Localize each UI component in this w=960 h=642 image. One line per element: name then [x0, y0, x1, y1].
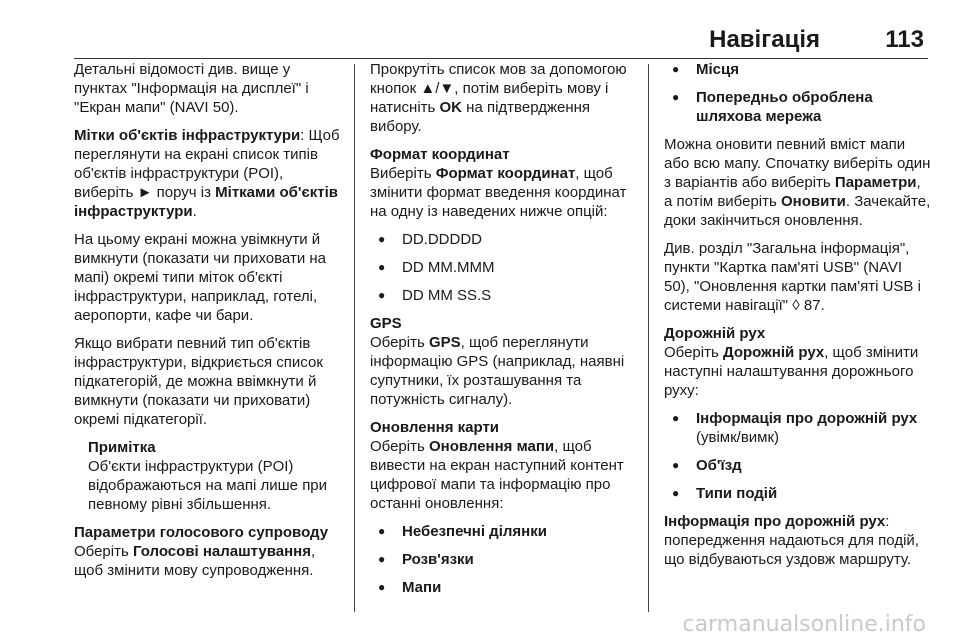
paragraph: Детальні відомості див. вище у пунктах "Інформація на дисплеї" і "Екран мапи" (NAVI 50). [74, 61, 309, 116]
page-number: 113 [885, 26, 924, 53]
text: Інформація про дорожній рух [696, 410, 918, 427]
paragraph [664, 512, 932, 569]
heading-poi: Мітки об'єктів інфраструктури [74, 127, 301, 144]
list-item [664, 409, 932, 447]
text: Оберіть [370, 438, 429, 455]
traffic-options-list [664, 409, 932, 503]
list-item: ● DD MM.MMM [370, 258, 636, 277]
column-3 [664, 60, 932, 578]
heading-voice: Параметри голосового супроводу [74, 524, 329, 541]
paragraph [370, 437, 636, 513]
list-item: ● Попередньо оброблена шляхова мережа [664, 88, 932, 126]
paragraph: На цьому екрані можна увімкнути й вимкнути (показати чи приховати на мапі) окремі типи міток об'єкті інфраструктури, наприклад, готелі, аеропорти, кафе чи бари. [74, 231, 326, 324]
header-rule [74, 58, 928, 59]
text: Виберіть [370, 165, 436, 182]
text: , щоб змінити формат введення координат на одну із наведених нижче опцій: [370, 165, 627, 220]
text: , а потім виберіть [664, 174, 921, 210]
text: Оберіть [74, 543, 133, 560]
list-item: ● Небезпечні ділянки [370, 522, 636, 541]
heading-gps: GPS [370, 315, 402, 332]
update-items-list-cont [664, 60, 932, 126]
heading-traffic-info: Інформація про дорожній рух [664, 513, 886, 530]
note-box [88, 438, 342, 514]
list-item: ● Місця [664, 60, 932, 79]
text: , щоб змінити наступні налаштування дорожнього руху: [664, 344, 919, 399]
menu-traffic: Дорожній рух [722, 344, 825, 361]
text: : Щоб переглянути на екрані список типів об'єктів інфраструктури (POI), виберіть ► поруч із [74, 127, 340, 201]
paragraph [370, 60, 636, 136]
column-1 [74, 60, 342, 589]
menu-poi-labels: Мітками об'єктів інфраструктури [74, 184, 339, 220]
page-header [0, 0, 960, 58]
paragraph [370, 333, 636, 409]
list-item: ● Мапи [370, 578, 636, 597]
text: Оберіть [370, 334, 429, 351]
text: , щоб змінити мову супроводження. [74, 543, 316, 579]
menu-update: Оновити [780, 193, 846, 210]
text: на підтвердження вибору. [370, 99, 591, 135]
text: : попередження надаються для подій, що відбуваються уздовж маршруту. [664, 513, 919, 568]
paragraph [664, 343, 932, 400]
text: Оберіть [664, 344, 723, 361]
heading-traffic: Дорожній рух [664, 325, 766, 342]
text: Можна оновити певний вміст мапи або всю мапу. Спочатку виберіть один з варіантів або виберіть [664, 136, 931, 191]
coord-options-list [370, 230, 636, 305]
list-item: ● Розв'язки [370, 550, 636, 569]
column-2 [370, 60, 636, 606]
list-item: ● DD MM SS.S [370, 286, 636, 305]
menu-voice-settings: Голосові налаштування [132, 543, 311, 560]
menu-map-update: Оновлення мапи [428, 438, 555, 455]
paragraph [664, 135, 932, 230]
menu-gps: GPS [428, 334, 461, 351]
list-item: ● DD.DDDDD [370, 230, 636, 249]
text: . Зачекайте, доки закінчиться оновлення. [664, 193, 931, 229]
paragraph [370, 164, 636, 221]
paragraph: Див. розділ "Загальна інформація", пункти "Картка пам'яті USB" (NAVI 50), "Оновлення картки пам'яті USB і системи навігації" ◊ 87. [664, 240, 921, 314]
menu-parameters: Параметри [834, 174, 917, 191]
paragraph [74, 126, 342, 221]
list-item: ● Типи подій [664, 484, 932, 503]
paragraph: Якщо вибрати певний тип об'єктів інфраструктури, відкриється список підкатегорій, де можна ввімкнути й вимкнути (показати чи приховати) окремі підкатегорії. [74, 335, 323, 428]
column-divider [354, 64, 355, 612]
text: Прокрутіть список мов за допомогою кнопок ▲/▼, потім виберіть мову і натисніть [370, 61, 627, 116]
text: (увімк/вимк) [696, 429, 780, 446]
heading-coord-format: Формат координат [370, 146, 510, 163]
note-title: Примітка [88, 439, 156, 456]
text: , щоб вивести на екран наступний контент цифрової мапи та інформацію про останні оновлення: [370, 438, 624, 512]
note-text: Об'єкти інфраструктури (POI) відображаються на мапі лише при певному рівні збільшення. [88, 458, 328, 513]
heading-map-update: Оновлення карти [370, 419, 500, 436]
paragraph [74, 542, 342, 580]
watermark: carmanualsonline.info [682, 612, 926, 637]
section-title: Навігація [709, 26, 820, 53]
text: . [192, 203, 197, 220]
ok-label: OK [439, 99, 463, 116]
update-items-list [370, 522, 636, 597]
list-item: ● Об'їзд [664, 456, 932, 475]
column-divider [648, 64, 649, 612]
menu-coord-format: Формат координат [435, 165, 576, 182]
text: , щоб переглянути інформацію GPS (наприклад, наявні супутники, їх розташування та потужність сигналу). [370, 334, 625, 408]
